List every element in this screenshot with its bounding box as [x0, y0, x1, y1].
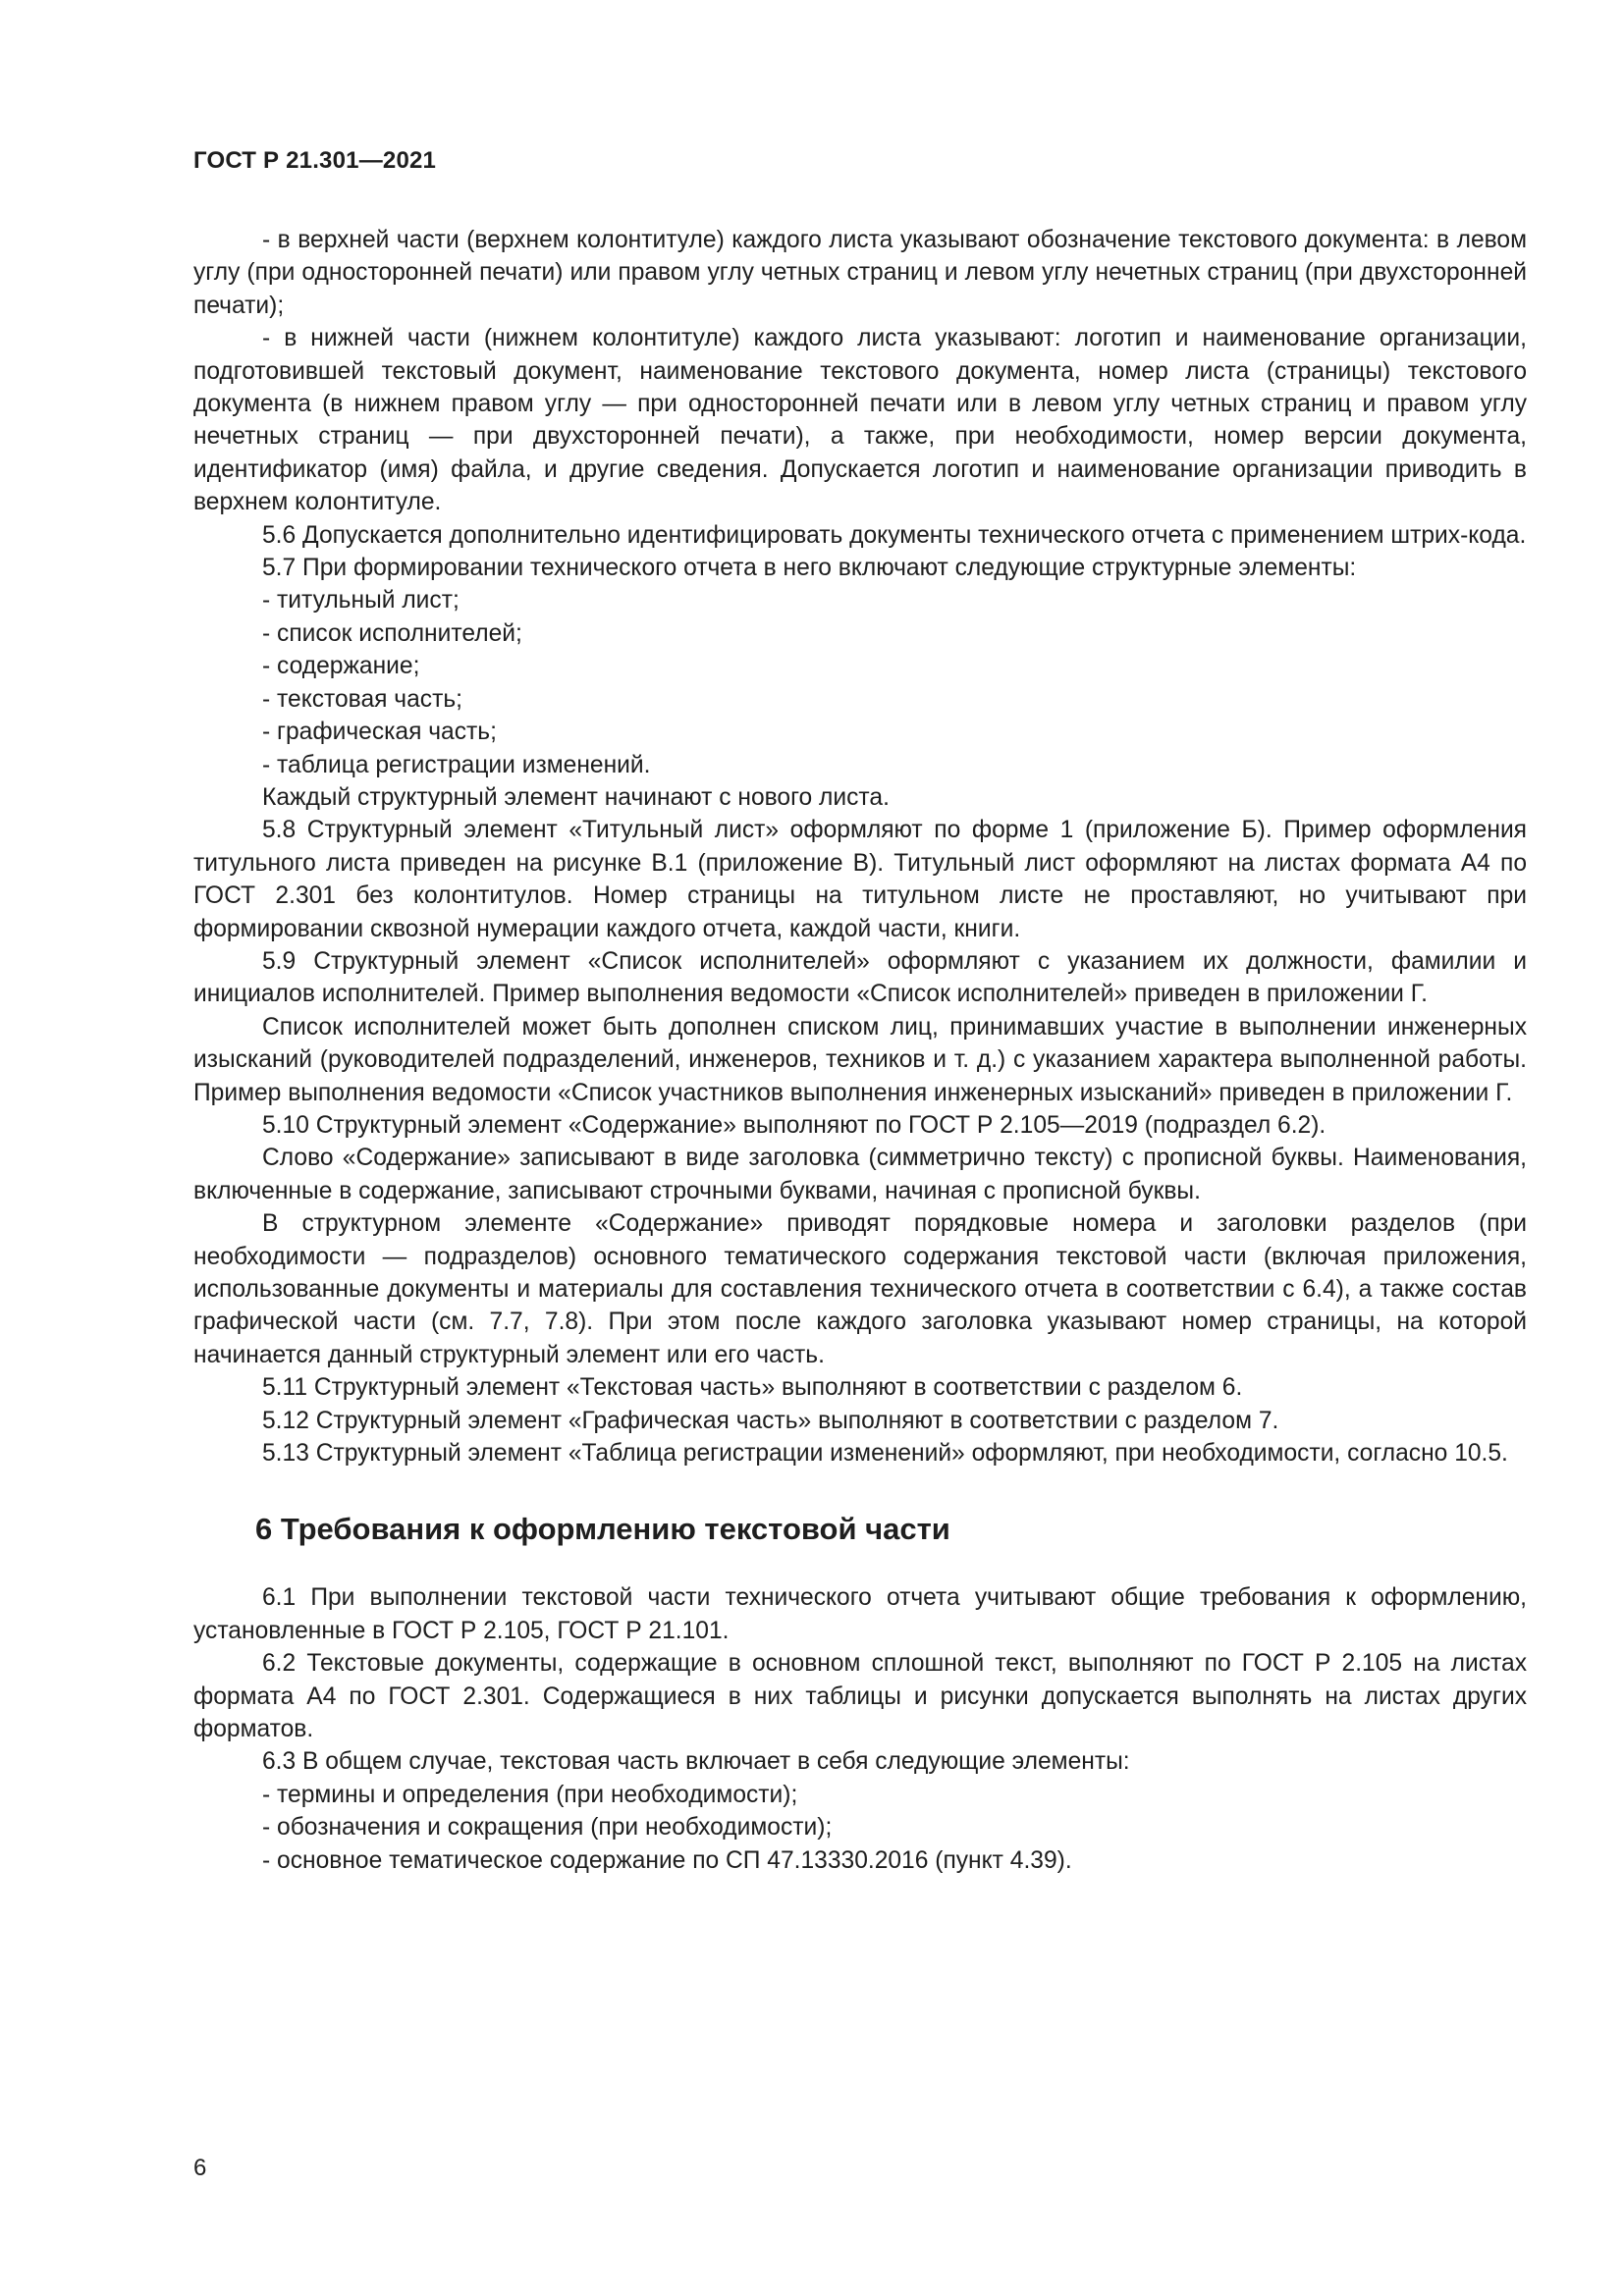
list-item: - список исполнителей;: [262, 619, 522, 647]
list-item: - обозначения и сокращения (при необходимости);: [262, 1814, 833, 1842]
paragraph-contents-word: Слово «Содержание» записывают в виде заголовка (симметрично тексту) с прописной буквы. Наименования, включенные в содержание, записывают строчными буквами, начиная с прописной буквы.: [193, 1145, 1527, 1204]
paragraph-header-requirements: - в верхней части (верхнем колонтитуле) каждого листа указывают обозначение текстового документа: в левом углу (при односторонней печати) или правом углу четных страниц и левом углу нечетных страниц (при двухсторонней печати);: [193, 227, 1527, 319]
page-number: 6: [193, 2155, 207, 2181]
paragraph-5-13: 5.13 Структурный элемент «Таблица регистрации изменений» оформляют, при необходимости, согласно 10.5.: [262, 1440, 1508, 1468]
document-body: [193, 224, 1527, 1877]
list-item: - графическая часть;: [262, 719, 497, 746]
document-code-header: ГОСТ Р 21.301—2021: [193, 147, 437, 174]
list-item: - таблица регистрации изменений.: [262, 751, 651, 778]
paragraph-6-3: 6.3 В общем случае, текстовая часть включает в себя следующие элементы:: [262, 1748, 1130, 1776]
list-item: - основное тематическое содержание по СП 47.13330.2016 (пункт 4.39).: [262, 1846, 1072, 1874]
paragraph-contents-element: В структурном элементе «Содержание» приводят порядковые номера и заголовки разделов (при необходимости — подразделов) основного тематического содержания текстовой части (включая приложения, использованные документы и материалы для составления технического отчета в соответствии с 6.4), а также состав графической части (см. 7.7, 7.8). При этом после каждого заголовка указывают номер страницы, на которой начинается данный структурный элемент или его часть.: [193, 1210, 1527, 1368]
list-item: - содержание;: [262, 653, 420, 680]
list-item: - текстовая часть;: [262, 685, 463, 713]
text-part-elements-list: [193, 1779, 1527, 1877]
structural-elements-list: [193, 584, 1527, 780]
paragraph-5-9: 5.9 Структурный элемент «Список исполнителей» оформляют с указанием их должности, фамилии и инициалов исполнителей. Пример выполнения ведомости «Список исполнителей» приведен в приложении Г.: [193, 947, 1527, 1008]
paragraph-6-1: 6.1 При выполнении текстовой части технического отчета учитывают общие требования к оформлению, установленные в ГОСТ Р 2.105, ГОСТ Р 21.101.: [193, 1584, 1527, 1644]
paragraph-new-sheet: Каждый структурный элемент начинают с нового листа.: [262, 783, 890, 811]
paragraph-5-10: 5.10 Структурный элемент «Содержание» выполняют по ГОСТ Р 2.105—2019 (подраздел 6.2).: [262, 1111, 1326, 1139]
paragraph-executors-list: Список исполнителей может быть дополнен списком лиц, принимавших участие в выполнении инженерных изысканий (руководителей подразделений, инженеров, техников и т. д.) с указанием характера выполненной работы. Пример выполнения ведомости «Список участников выполнения инженерных изысканий» приведен в приложении Г.: [193, 1013, 1527, 1106]
section-heading: 6 Требования к оформлению текстовой части: [255, 1512, 950, 1547]
paragraph-footer-requirements: - в нижней части (нижнем колонтитуле) каждого листа указывают: логотип и наименование организации, подготовившей текстовый документ, наименование текстового документа, номер листа (страницы) текстового документа (в нижнем правом углу — при односторонней печати или в левом углу четных страниц и правом углу нечетных страниц — при двухсторонней печати), а также, при необходимости, номер версии документа, идентификатор (имя) файла, и другие сведения. Допускается логотип и наименование организации приводить в верхнем колонтитуле.: [193, 325, 1527, 516]
paragraph-5-11: 5.11 Структурный элемент «Текстовая часть» выполняют в соответствии с разделом 6.: [262, 1374, 1243, 1402]
list-item: - титульный лист;: [262, 587, 460, 614]
paragraph-6-2: 6.2 Текстовые документы, содержащие в основном сплошной текст, выполняют по ГОСТ Р 2.105 на листах формата А4 по ГОСТ 2.301. Содержащиеся в них таблицы и рисунки допускается выполнять на листах других форматов.: [193, 1650, 1527, 1743]
paragraph-5-12: 5.12 Структурный элемент «Графическая часть» выполняют в соответствии с разделом 7.: [262, 1407, 1279, 1434]
paragraph-5-6: 5.6 Допускается дополнительно идентифицировать документы технического отчета с применением штрих-кода.: [262, 521, 1527, 549]
list-item: - термины и определения (при необходимости);: [262, 1781, 798, 1808]
paragraph-5-7: 5.7 При формировании технического отчета в него включают следующие структурные элементы:: [262, 555, 1357, 582]
paragraph-5-8: 5.8 Структурный элемент «Титульный лист» оформляют по форме 1 (приложение Б). Пример оформления титульного листа приведен на рисунке В.1 (приложение В). Титульный лист оформляют на листах формата А4 по ГОСТ 2.301 без колонтитулов. Номер страницы на титульном листе не проставляют, но учитывают при формировании сквозной нумерации каждого отчета, каждой части, книги.: [193, 817, 1527, 942]
